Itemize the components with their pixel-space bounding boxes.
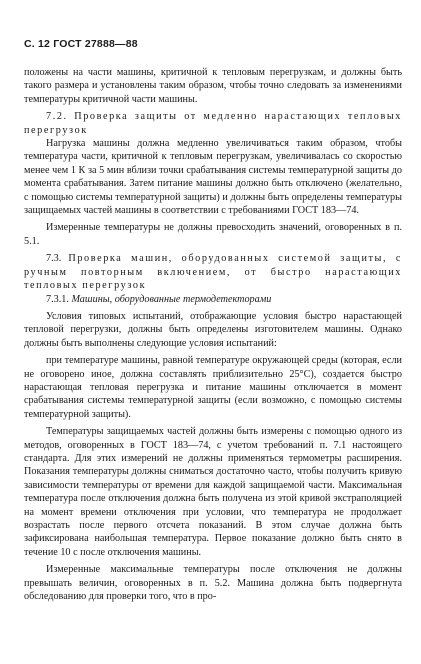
document-body	[24, 66, 402, 603]
subsection-number-7-3-1: 7.3.1.	[46, 293, 72, 305]
subsection-heading-7-3-1	[24, 293, 402, 306]
section-number-7-3: 7.3.	[46, 253, 69, 265]
paragraph-test-condition-item: при температуре машины, равной температуре окружающей среды (которая, если не оговорено иное, должна составлять приблизительно 25°С), создается быстро нарастающая тепловая перегрузка и питание машины отключается в момент срабатывания системы температурной защиты (если возможно, с помощью системы температурной защиты).	[24, 355, 402, 420]
section-heading-7-3	[24, 252, 402, 292]
section-heading-7-2: 7.2. Проверка защиты от медленно нарастающих тепловых перегрузок	[24, 111, 402, 136]
paragraph-temperature-measurement: Температуры защищаемых частей должны быть измерены с помощью одного из методов, оговоренных в ГОСТ 183—74, с учетом требований п. 7.1 настоящего стандарта. Для этих измерений не должны применяться термометры расширения. Показания температуры должны сниматься достаточно часто, чтобы получить кривую зависимости температуры от времени для каждой защищаемой части. Максимальная температура после отключения должна быть получена из этой кривой экстраполяцией на момент времени отключения при условии, что температура не продолжает возрастать после первого отсчета показаний. В этом случае должна быть зафиксирована наибольшая температура. Первое показание должно быть снято в течение 10 с после отключения машины.	[24, 426, 402, 558]
subsection-title-7-3-1: Машины, оборудованные термодетекторами	[71, 293, 272, 305]
paragraph-max-temperature: Измеренные максимальные температуры после отключения не должны превышать величин, оговоренных в п. 5.2. Машина должна быть подвергнута обследованию для проверки того, что в про-	[24, 564, 402, 603]
section-title-7-3: Проверка машин, оборудованных системой защиты, с ручным повторным включением, от быстро нарастающих тепловых перегрузок	[24, 253, 402, 292]
paragraph-7-2-limits: Измеренные температуры не должны превосходить значений, оговоренных в п. 5.1.	[24, 222, 402, 247]
paragraph-test-conditions: Условия типовых испытаний, отображающие условия быстро нарастающей тепловой перегрузки, должны быть определены изготовителем машины. Однако должны быть выполнены следующие условия испытаний:	[24, 310, 402, 349]
paragraph-continuation: положены на части машины, критичной к тепловым перегрузкам, и должны быть такого размера и установлены таким образом, чтобы точно следовать за изменениями температуры критичной части машины.	[24, 67, 402, 105]
paragraph-7-2-procedure: Нагрузка машины должна медленно увеличиваться таким образом, чтобы температура части, критичной к тепловым перегрузкам, увеличивалась со скоростью менее чем 1 К за 5 мин вблизи точки срабатывания системы температурной защиты до момента срабатывания. Затем питание машины должно быть отключено (желательно, с помощью системы температурной защиты) и должны быть определены температуры защищаемых частей машины в соответствии с требованиями ГОСТ 183—74.	[24, 138, 402, 217]
page-header: С. 12 ГОСТ 27888—88	[24, 38, 138, 50]
